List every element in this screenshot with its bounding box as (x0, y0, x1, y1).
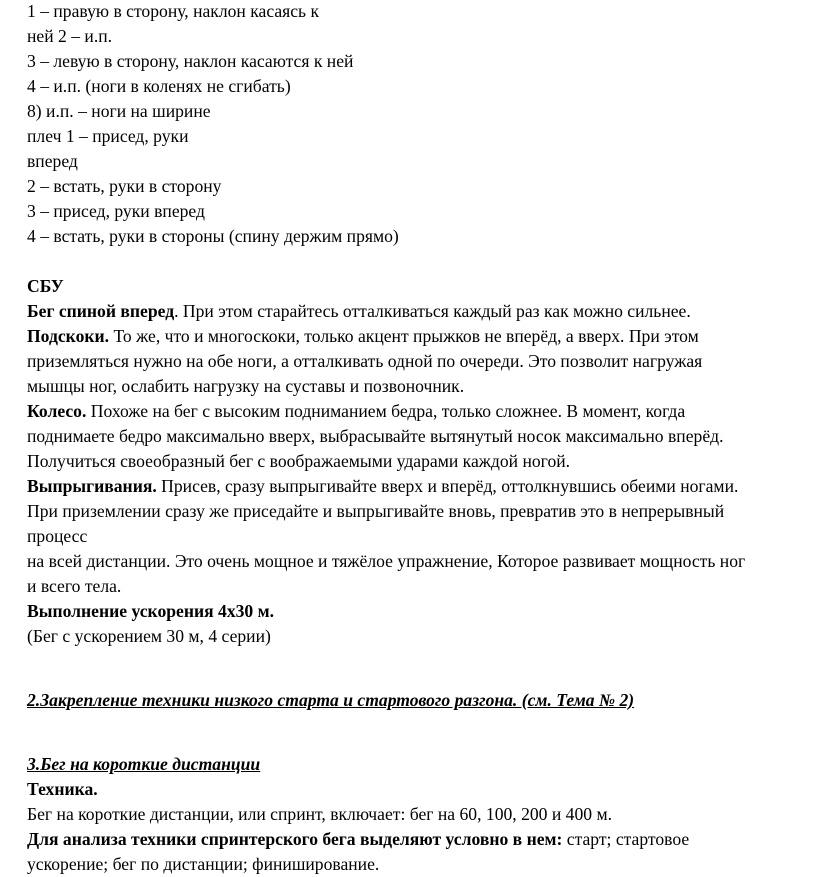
jumps-text-line: процесс (27, 526, 88, 546)
wheel-text: Похоже на бег с высоким подниманием бедра, только сложнее. В момент, когда (86, 401, 686, 421)
wheel-text-line: Получиться своеобразный бег с воображаемыми ударами каждой ногой. (27, 451, 571, 471)
acceleration-text: (Бег с ускорением 30 м, 4 серии) (27, 626, 271, 646)
exercise-line: 4 – и.п. (ноги в коленях не сгибать) (27, 76, 291, 96)
acceleration-title: Выполнение ускорения 4х30 м. (27, 601, 274, 621)
skips-text-line: мышцы ног, ослабить нагрузку на суставы и позвоночник. (27, 376, 465, 396)
jumps-text-line: на всей дистанции. Это очень мощное и тяжёлое упражнение, Которое развивает мощность ног (27, 551, 746, 571)
skips-title: Подскоки. (27, 326, 110, 346)
back-run-text: . При этом старайтесь отталкиваться каждый раз как можно сильнее. (174, 301, 691, 321)
jumps-text: Присев, сразу выпрыгивайте вверх и вперёд, оттолкнувшись обеими ногами. (156, 476, 739, 496)
exercise-line: 3 – левую в сторону, наклон касаются к ней (27, 51, 354, 71)
wheel-title: Колесо. (27, 401, 87, 421)
skips-text-line: приземляться нужно на обе ноги, а отталкивать одной по очереди. Это позволит нагружая (27, 351, 703, 371)
analysis-title: Для анализа техники спринтерского бега выделяют условно в нем: (27, 829, 563, 849)
technique-title: Техника. (27, 779, 98, 799)
analysis-text-line: ускорение; бег по дистанции; финиширование. (27, 854, 380, 874)
jumps-text-line: и всего тела. (27, 576, 122, 596)
exercise-line: вперед (27, 151, 78, 171)
exercise-line: 3 – присед, руки вперед (27, 201, 205, 221)
back-run-paragraph (27, 299, 813, 324)
exercise-line: 8) и.п. – ноги на ширине (27, 101, 211, 121)
section-2-heading: 2.Закрепление техники низкого старта и стартового разгона. (см. Тема № 2) (27, 690, 635, 710)
sbu-heading: СБУ (27, 276, 64, 296)
exercise-line: 1 – правую в сторону, наклон касаясь к (27, 1, 320, 21)
wheel-text-line: поднимаете бедро максимально вверх, выбрасывайте вытянутый носок максимально вперёд. (27, 426, 724, 446)
back-run-title: Бег спиной вперед (27, 301, 175, 321)
jumps-text-line: При приземлении сразу же приседайте и выпрыгивайте вновь, превратив это в непрерывный (27, 501, 725, 521)
sprint-text: Бег на короткие дистанции, или спринт, включает: бег на 60, 100, 200 и 400 м. (27, 804, 613, 824)
exercise-line: 4 – встать, руки в стороны (спину держим прямо) (27, 226, 399, 246)
skips-paragraph (27, 324, 813, 349)
skips-text: То же, что и многоскоки, только акцент прыжков не вперёд, а вверх. При этом (109, 326, 699, 346)
exercise-line: ней 2 – и.п. (27, 26, 113, 46)
wheel-paragraph (27, 399, 813, 424)
analysis-paragraph (27, 827, 813, 852)
section-3-heading: 3.Бег на короткие дистанции (27, 754, 261, 774)
exercise-line: плеч 1 – присед, руки (27, 126, 189, 146)
exercise-line: 2 – встать, руки в сторону (27, 176, 222, 196)
analysis-text: старт; стартовое (562, 829, 690, 849)
jumps-title: Выпрыгивания. (27, 476, 157, 496)
document-page (27, 0, 813, 877)
jumps-paragraph (27, 474, 813, 499)
